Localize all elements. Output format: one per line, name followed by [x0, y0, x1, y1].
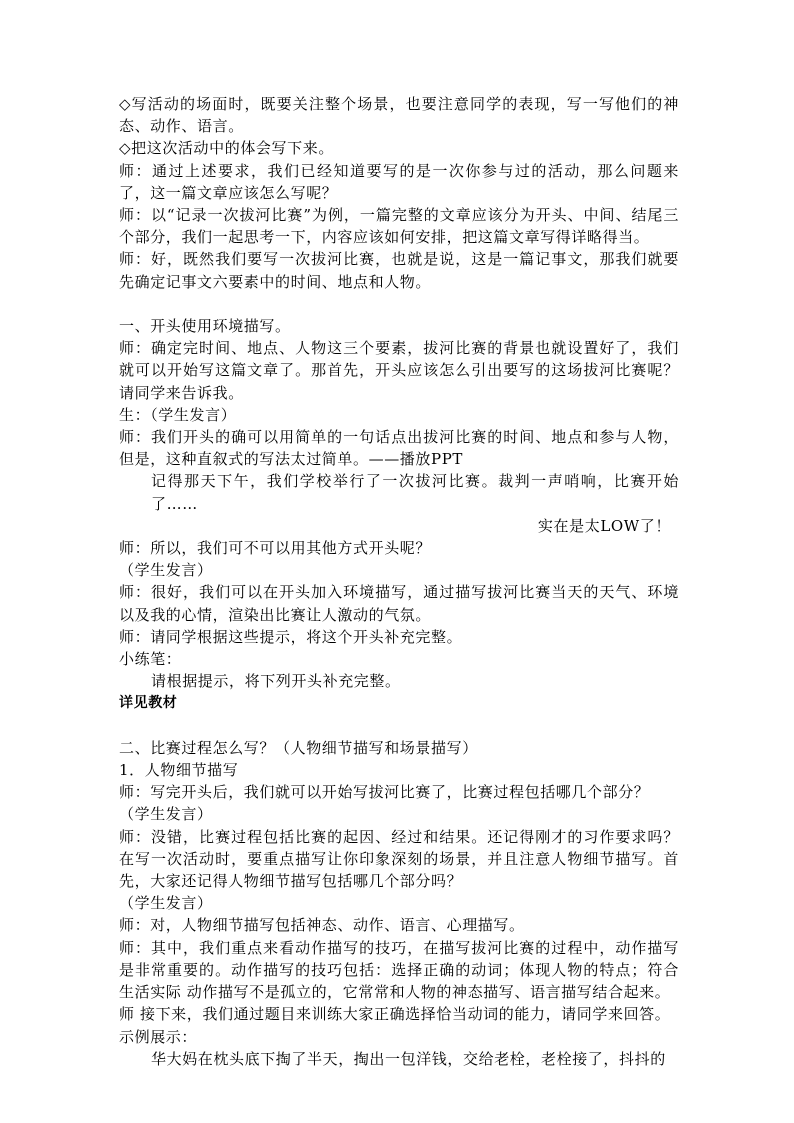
teacher-line: 师：写完开头后，我们就可以开始写拔河比赛了，比赛过程包括哪几个部分？ [119, 783, 650, 802]
teacher-line: 师：以“记录一次拔河比赛”为例，一篇完整的文章应该分为开头、中间、结尾三个部分，我们一起思考一下，内容应该如何安排，把这篇文章写得详略得当。 [119, 206, 679, 247]
teacher-line: 师：通过上述要求，我们已经知道要写的是一次你参与过的活动，那么问题来了，这一篇文章应该怎么写呢？ [119, 161, 679, 202]
requirement-item: ◇把这次活动中的体会写下来。 [119, 139, 334, 158]
teacher-line: 师：好，既然我们要写一次拔河比赛，也就是说，这是一篇记事文，那我们就要先确定记事文六要素中的时间、地点和人物。 [119, 250, 679, 291]
student-line: （学生发言） [119, 894, 213, 913]
teacher-line: 师：没错，比赛过程包括比赛的起因、经过和结果。还记得刚才的习作要求吗？在写一次活动时，要重点描写让你印象深刻的场景，并且注意人物细节描写。首先，大家还记得人物细节描写包括哪几个部分吗？ [119, 827, 679, 891]
student-line: （学生发言） [119, 805, 213, 824]
example-text: 华大妈在枕头底下掏了半天，掏出一包洋钱，交给老栓，老栓接了，抖抖的 [151, 1049, 666, 1068]
teacher-line: 师：我们开头的确可以用简单的一句话点出拔河比赛的时间、地点和参与人物，但是，这种直叙式的写法太过简单。——播放PPT [119, 428, 679, 469]
section-heading: 一、开头使用环境描写。 [119, 317, 291, 336]
textbook-reference: 详见教材 [119, 695, 178, 712]
teacher-line: 师：很好，我们可以在开头加入环境描写，通过描写拔河比赛当天的天气、环境以及我的心情，渲染出比赛让人激动的气氛。 [119, 583, 679, 624]
example-text: 记得那天下午，我们学校举行了一次拔河比赛。裁判一声哨响，比赛开始了…… [151, 472, 679, 513]
section-heading: 二、比赛过程怎么写？（人物细节描写和场景描写） [119, 738, 478, 757]
teacher-line: 师：请同学根据这些提示，将这个开头补充完整。 [119, 627, 463, 646]
subsection-heading: 1．人物细节描写 [119, 761, 239, 780]
teacher-line: 师：其中，我们重点来看动作描写的技巧，在描写拔河比赛的过程中，动作描写是非常重要的。动作描写的技巧包括：选择正确的动词；体现人物的特点；符合生活实际 动作描写不是孤立的，它常常和人物的神态描写、语言描写结合起来。 [119, 938, 679, 1002]
remark-line: 实在是太LOW了！ [537, 516, 671, 535]
blank-line [119, 715, 679, 737]
blank-line [119, 293, 679, 315]
student-line: 生：（学生发言） [119, 405, 237, 424]
example-label: 示例展示： [119, 1027, 198, 1046]
teacher-line: 师：确定完时间、地点、人物这三个要素，拔河比赛的背景也就设置好了，我们就可以开始写这篇文章了。那首先，开头应该怎么引出要写的这场拔河比赛呢？请同学来告诉我。 [119, 339, 679, 402]
teacher-line: 师 接下来，我们通过题目来训练大家正确选择恰当动词的能力，请同学来回答。 [119, 1005, 671, 1024]
teacher-line: 师：所以，我们可不可以用其他方式开头呢？ [119, 539, 432, 558]
practice-label: 小练笔： [119, 650, 182, 669]
document-body [119, 93, 679, 1070]
teacher-line: 师：对，人物细节描写包括神态、动作、语言、心理描写。 [119, 916, 525, 935]
student-line: （学生发言） [119, 561, 213, 580]
practice-instruction: 请根据提示，将下列开头补充完整。 [151, 672, 401, 691]
requirement-item: ◇写活动的场面时，既要关注整个场景，也要注意同学的表现，写一写他们的神态、动作、语言。 [119, 95, 679, 136]
